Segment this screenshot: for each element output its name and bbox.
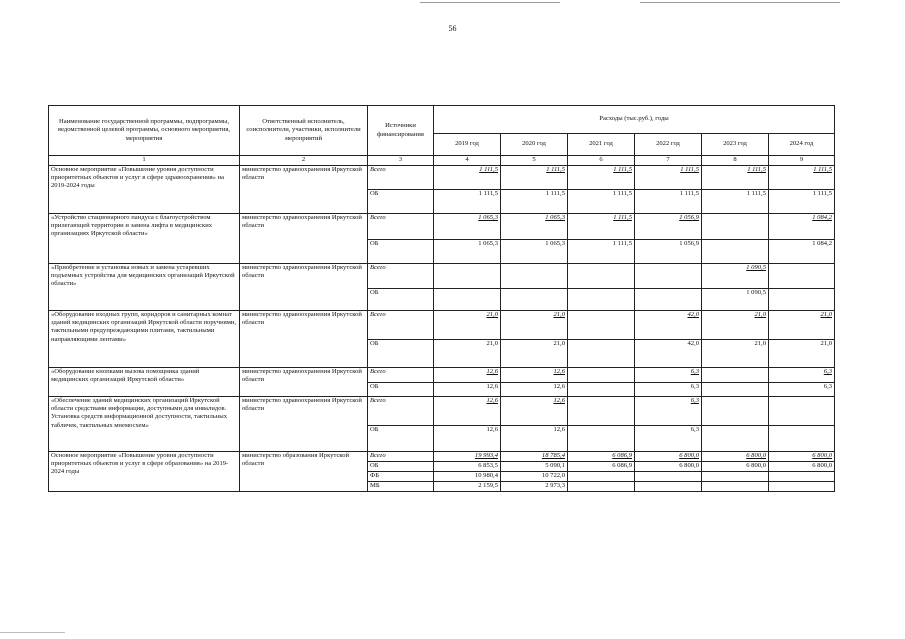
- expense-value-cell: [769, 397, 835, 426]
- expense-value-cell: 6 800,0: [769, 462, 835, 472]
- expense-value-cell: 6,3: [769, 383, 835, 397]
- table-row: [49, 452, 835, 462]
- expense-value-cell: 6 800,0: [635, 462, 702, 472]
- expense-value-cell: 1 065,3: [434, 240, 501, 264]
- expense-value-cell: [769, 482, 835, 492]
- page-number: 56: [448, 24, 457, 33]
- table-row: [49, 166, 835, 190]
- expense-value-cell: [702, 368, 769, 383]
- expense-value-cell: [568, 311, 635, 340]
- table-body: [49, 166, 835, 492]
- expense-value-cell: [568, 264, 635, 289]
- column-number: 9: [769, 156, 835, 166]
- expense-value-cell: 12,6: [501, 397, 568, 426]
- header-source: Источники финансирования: [368, 106, 434, 156]
- expense-value-cell: [568, 289, 635, 311]
- expense-value-cell: 2 159,5: [434, 482, 501, 492]
- expense-value-cell: 21,0: [702, 340, 769, 368]
- expense-value-cell: [769, 289, 835, 311]
- expense-value-cell: [434, 289, 501, 311]
- column-number: 1: [49, 156, 240, 166]
- executor-cell: министерство здравоохранения Иркутской области: [240, 368, 368, 397]
- expense-value-cell: [568, 482, 635, 492]
- budget-table: [48, 105, 835, 492]
- executor-cell: министерство здравоохранения Иркутской области: [240, 166, 368, 214]
- header-executor: Ответственный исполнитель, соисполнители, участники, исполнители мероприятий: [240, 106, 368, 156]
- expense-value-cell: [501, 264, 568, 289]
- expense-value-cell: 10 980,4: [434, 472, 501, 482]
- expense-value-cell: 1 084,2: [769, 214, 835, 240]
- expense-value-cell: [702, 426, 769, 452]
- funding-source-cell: ОБ: [368, 240, 434, 264]
- funding-source-cell: Всего: [368, 452, 434, 462]
- funding-source-cell: Всего: [368, 368, 434, 383]
- table-row: [49, 214, 835, 240]
- expense-value-cell: [635, 482, 702, 492]
- expense-value-cell: 12,6: [434, 383, 501, 397]
- funding-source-cell: ОБ: [368, 289, 434, 311]
- expense-value-cell: 1 090,5: [702, 264, 769, 289]
- expense-value-cell: [769, 264, 835, 289]
- funding-source-cell: Всего: [368, 397, 434, 426]
- column-number: 8: [702, 156, 769, 166]
- expense-value-cell: 12,6: [501, 383, 568, 397]
- funding-source-cell: Всего: [368, 166, 434, 190]
- expense-value-cell: 21,0: [501, 311, 568, 340]
- table-row: [49, 368, 835, 383]
- expense-value-cell: 2 973,3: [501, 482, 568, 492]
- expense-value-cell: 1 065,3: [434, 214, 501, 240]
- table-row: [49, 311, 835, 340]
- expense-value-cell: 1 111,5: [568, 240, 635, 264]
- expense-value-cell: 6,3: [635, 426, 702, 452]
- activity-name-cell: «Оборудование кнопками вызова помощника зданий медицинских организаций Иркутской области»: [49, 368, 240, 397]
- expense-value-cell: [568, 368, 635, 383]
- scan-artifact-line: [420, 2, 560, 3]
- expense-value-cell: [635, 472, 702, 482]
- expense-value-cell: 21,0: [501, 340, 568, 368]
- expense-value-cell: 18 785,4: [501, 452, 568, 462]
- expense-value-cell: 1 111,5: [501, 166, 568, 190]
- expense-value-cell: 6 853,5: [434, 462, 501, 472]
- expense-value-cell: 6 800,0: [702, 462, 769, 472]
- funding-source-cell: Всего: [368, 264, 434, 289]
- expense-value-cell: 1 111,5: [434, 190, 501, 214]
- expense-value-cell: 1 111,5: [702, 190, 769, 214]
- expense-value-cell: 6,3: [635, 368, 702, 383]
- expense-value-cell: [702, 472, 769, 482]
- expense-value-cell: [635, 264, 702, 289]
- expense-value-cell: 6 086,9: [568, 462, 635, 472]
- expense-value-cell: 12,6: [501, 368, 568, 383]
- column-number: 2: [240, 156, 368, 166]
- expense-value-cell: 1 090,5: [702, 289, 769, 311]
- expense-value-cell: 12,6: [434, 368, 501, 383]
- expense-value-cell: 5 090,1: [501, 462, 568, 472]
- expense-value-cell: [568, 472, 635, 482]
- header-year: 2024 год: [769, 134, 835, 156]
- expense-value-cell: 1 056,9: [635, 214, 702, 240]
- expense-value-cell: 6 086,9: [568, 452, 635, 462]
- activity-name-cell: «Оборудование входных групп, коридоров и санитарных комнат зданий медицинских организаций Иркутской области поручнями, тактильными предупреждающими плитами, тактильными направляющими лентами»: [49, 311, 240, 368]
- table-row: [49, 264, 835, 289]
- funding-source-cell: ОБ: [368, 190, 434, 214]
- funding-source-cell: Всего: [368, 311, 434, 340]
- expense-value-cell: [568, 340, 635, 368]
- expense-value-cell: 1 111,5: [769, 166, 835, 190]
- funding-source-cell: МБ: [368, 482, 434, 492]
- expense-value-cell: 1 065,3: [501, 214, 568, 240]
- column-number: 3: [368, 156, 434, 166]
- expense-value-cell: 21,0: [434, 311, 501, 340]
- expense-value-cell: 1 111,5: [635, 166, 702, 190]
- expense-value-cell: [568, 383, 635, 397]
- expense-value-cell: 10 722,0: [501, 472, 568, 482]
- expense-value-cell: 21,0: [702, 311, 769, 340]
- expense-value-cell: [702, 383, 769, 397]
- header-expenses: Расходы (тыс.руб.), годы: [434, 106, 835, 134]
- expense-value-cell: 1 111,5: [434, 166, 501, 190]
- column-number: 5: [501, 156, 568, 166]
- expense-value-cell: [635, 289, 702, 311]
- column-number: 6: [568, 156, 635, 166]
- expense-value-cell: 6 800,0: [769, 452, 835, 462]
- expense-value-cell: 1 111,5: [501, 190, 568, 214]
- expense-value-cell: [501, 289, 568, 311]
- expense-value-cell: 1 065,3: [501, 240, 568, 264]
- expense-value-cell: 6 800,0: [635, 452, 702, 462]
- column-number: 4: [434, 156, 501, 166]
- expense-value-cell: 1 111,5: [568, 190, 635, 214]
- header-year: 2020 год: [501, 134, 568, 156]
- expense-value-cell: 19 993,4: [434, 452, 501, 462]
- executor-cell: министерство здравоохранения Иркутской области: [240, 397, 368, 452]
- expense-value-cell: 1 111,5: [568, 166, 635, 190]
- expense-value-cell: 21,0: [769, 340, 835, 368]
- expense-value-cell: 42,0: [635, 311, 702, 340]
- table-row: [49, 397, 835, 426]
- executor-cell: министерство здравоохранения Иркутской области: [240, 264, 368, 311]
- executor-cell: министерство образования Иркутской области: [240, 452, 368, 492]
- scan-artifact-line: [0, 632, 65, 633]
- expense-value-cell: 42,0: [635, 340, 702, 368]
- expense-value-cell: 21,0: [434, 340, 501, 368]
- expense-value-cell: [702, 214, 769, 240]
- expense-value-cell: 12,6: [501, 426, 568, 452]
- funding-source-cell: ОБ: [368, 426, 434, 452]
- funding-source-cell: Всего: [368, 214, 434, 240]
- header-year: 2021 год: [568, 134, 635, 156]
- expense-value-cell: 6,3: [769, 368, 835, 383]
- scan-artifact-line: [640, 2, 840, 3]
- expense-value-cell: 21,0: [769, 311, 835, 340]
- expense-value-cell: 12,6: [434, 397, 501, 426]
- funding-source-cell: ФБ: [368, 472, 434, 482]
- activity-name-cell: «Приобретение и установка новых и замена устаревших подъемных устройства для медицинских организаций Иркутской области»: [49, 264, 240, 311]
- expense-value-cell: [769, 472, 835, 482]
- funding-source-cell: ОБ: [368, 383, 434, 397]
- header-name: Наименование государственной программы, подпрограммы, ведомственной целевой программы, основного мероприятия, мероприятия: [49, 106, 240, 156]
- expense-value-cell: 12,6: [434, 426, 501, 452]
- expense-value-cell: [568, 397, 635, 426]
- activity-name-cell: Основное мероприятие «Повышение уровня доступности приоритетных объектов и услуг в сфере образования» на 2019-2024 годы: [49, 452, 240, 492]
- activity-name-cell: «Устройство стационарного пандуса с благоустройством прилегающей территории и замена лифта в медицинских организациях Иркутской области»: [49, 214, 240, 264]
- expense-value-cell: 6 800,0: [702, 452, 769, 462]
- expense-value-cell: 6,3: [635, 383, 702, 397]
- expense-value-cell: [769, 426, 835, 452]
- expense-value-cell: [568, 426, 635, 452]
- expense-value-cell: 1 111,5: [635, 190, 702, 214]
- activity-name-cell: «Обеспечение зданий медицинских организаций Иркутской области средствами информации, доступными для инвалидов. Установка средств информационной доступности, тактильных табличек, тактильных мнемосхем»: [49, 397, 240, 452]
- header-year: 2019 год: [434, 134, 501, 156]
- expense-value-cell: 6,3: [635, 397, 702, 426]
- expense-value-cell: [702, 397, 769, 426]
- column-number: 7: [635, 156, 702, 166]
- expense-value-cell: 1 111,5: [568, 214, 635, 240]
- executor-cell: министерство здравоохранения Иркутской области: [240, 311, 368, 368]
- expense-value-cell: [702, 240, 769, 264]
- expense-value-cell: 1 111,5: [702, 166, 769, 190]
- executor-cell: министерство здравоохранения Иркутской области: [240, 214, 368, 264]
- funding-source-cell: ОБ: [368, 340, 434, 368]
- expense-value-cell: 1 084,2: [769, 240, 835, 264]
- expense-value-cell: 1 056,9: [635, 240, 702, 264]
- header-year: 2022 год: [635, 134, 702, 156]
- expense-value-cell: [702, 482, 769, 492]
- activity-name-cell: Основное мероприятие «Повышение уровня доступности приоритетных объектов и услуг в сфере здравоохранения» на 2019-2024 годы: [49, 166, 240, 214]
- header-year: 2023 год: [702, 134, 769, 156]
- expense-value-cell: 1 111,5: [769, 190, 835, 214]
- funding-source-cell: ОБ: [368, 462, 434, 472]
- expense-value-cell: [434, 264, 501, 289]
